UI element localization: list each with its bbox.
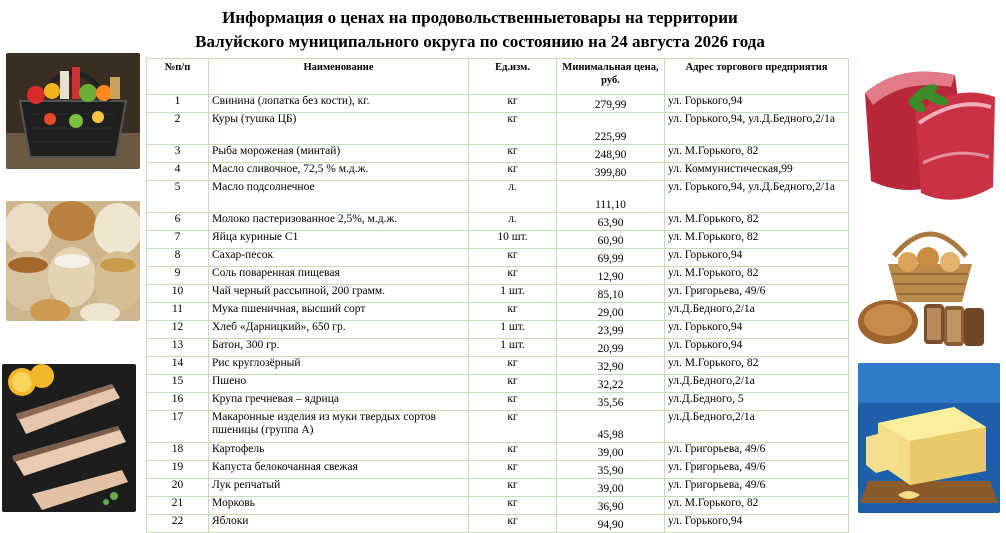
unit-of-measure: 10 шт. — [469, 231, 557, 249]
row-number: 21 — [147, 497, 209, 515]
unit-of-measure: 1 шт. — [469, 321, 557, 339]
product-name: Рис круглозёрный — [209, 357, 469, 375]
unit-of-measure: кг — [469, 95, 557, 113]
table-row — [147, 181, 849, 213]
product-name: Лук репчатый — [209, 479, 469, 497]
min-price: 279,99 — [557, 95, 665, 113]
min-price: 399,80 — [557, 163, 665, 181]
table-body — [147, 95, 849, 533]
table-row — [147, 461, 849, 479]
product-name: Сахар-песок — [209, 249, 469, 267]
row-number: 16 — [147, 393, 209, 411]
unit-of-measure: кг — [469, 145, 557, 163]
product-name: Масло подсолнечное — [209, 181, 469, 213]
min-price: 32,90 — [557, 357, 665, 375]
row-number: 13 — [147, 339, 209, 357]
row-number: 3 — [147, 145, 209, 163]
store-address: ул.Д.Бедного,2/1а — [665, 411, 849, 443]
product-name: Хлеб «Дарницкий», 650 гр. — [209, 321, 469, 339]
unit-of-measure: кг — [469, 411, 557, 443]
unit-of-measure: кг — [469, 461, 557, 479]
min-price: 45,98 — [557, 411, 665, 443]
grain-sacks-photo — [6, 201, 140, 321]
row-number: 5 — [147, 181, 209, 213]
unit-of-measure: л. — [469, 213, 557, 231]
table-row — [147, 249, 849, 267]
min-price: 39,00 — [557, 479, 665, 497]
header-unit: Ед.изм. — [469, 59, 557, 95]
raw-meat-photo — [859, 53, 999, 207]
page-title — [150, 6, 810, 54]
unit-of-measure: кг — [469, 267, 557, 285]
header-num: №п/п — [147, 59, 209, 95]
table-row — [147, 411, 849, 443]
unit-of-measure: кг — [469, 479, 557, 497]
row-number: 6 — [147, 213, 209, 231]
grocery-basket-photo — [6, 53, 140, 169]
product-name: Яблоки — [209, 515, 469, 533]
min-price: 111,10 — [557, 181, 665, 213]
unit-of-measure: кг — [469, 249, 557, 267]
product-name: Рыба мороженая (минтай) — [209, 145, 469, 163]
row-number: 11 — [147, 303, 209, 321]
min-price: 60,90 — [557, 231, 665, 249]
product-name: Батон, 300 гр. — [209, 339, 469, 357]
table-row — [147, 285, 849, 303]
unit-of-measure: кг — [469, 375, 557, 393]
table-row — [147, 321, 849, 339]
min-price: 20,99 — [557, 339, 665, 357]
min-price: 12,90 — [557, 267, 665, 285]
product-name: Пшено — [209, 375, 469, 393]
unit-of-measure: кг — [469, 163, 557, 181]
row-number: 9 — [147, 267, 209, 285]
store-address: ул. Горького,94, ул.Д.Бедного,2/1а — [665, 113, 849, 145]
store-address: ул. Коммунистическая,99 — [665, 163, 849, 181]
table-row — [147, 375, 849, 393]
min-price: 248,90 — [557, 145, 665, 163]
table-row — [147, 497, 849, 515]
row-number: 17 — [147, 411, 209, 443]
product-name: Яйца куриные С1 — [209, 231, 469, 249]
unit-of-measure: кг — [469, 515, 557, 533]
title-line-1: Информация о ценах на продовольственныетовары на территории — [222, 8, 738, 27]
table-header-row — [147, 59, 849, 95]
product-name: Капуста белокочанная свежая — [209, 461, 469, 479]
row-number: 15 — [147, 375, 209, 393]
row-number: 7 — [147, 231, 209, 249]
min-price: 85,10 — [557, 285, 665, 303]
unit-of-measure: кг — [469, 303, 557, 321]
min-price: 225,99 — [557, 113, 665, 145]
store-address: ул. Григорьева, 49/6 — [665, 479, 849, 497]
store-address: ул.Д.Бедного,2/1а — [665, 303, 849, 321]
row-number: 14 — [147, 357, 209, 375]
table-row — [147, 479, 849, 497]
table-row — [147, 303, 849, 321]
title-line-2: Валуйского муниципального округа по состоянию на 24 августа 2026 года — [195, 32, 765, 51]
product-name: Соль поваренная пищевая — [209, 267, 469, 285]
product-name: Мука пшеничная, высший сорт — [209, 303, 469, 321]
store-address: ул. Горького,94, ул.Д.Бедного,2/1а — [665, 181, 849, 213]
row-number: 4 — [147, 163, 209, 181]
store-address: ул. М.Горького, 82 — [665, 497, 849, 515]
store-address: ул. Григорьева, 49/6 — [665, 461, 849, 479]
table-row — [147, 357, 849, 375]
min-price: 69,99 — [557, 249, 665, 267]
store-address: ул. М.Горького, 82 — [665, 267, 849, 285]
product-name: Морковь — [209, 497, 469, 515]
bread-basket-photo — [858, 216, 1002, 350]
table-row — [147, 443, 849, 461]
store-address: ул. М.Горького, 82 — [665, 357, 849, 375]
table-row — [147, 393, 849, 411]
header-name: Наименование — [209, 59, 469, 95]
unit-of-measure: кг — [469, 113, 557, 145]
product-name: Картофель — [209, 443, 469, 461]
store-address: ул. Горького,94 — [665, 515, 849, 533]
table-row — [147, 145, 849, 163]
min-price: 35,56 — [557, 393, 665, 411]
unit-of-measure: л. — [469, 181, 557, 213]
row-number: 20 — [147, 479, 209, 497]
unit-of-measure: 1 шт. — [469, 285, 557, 303]
product-name: Чай черный рассыпной, 200 грамм. — [209, 285, 469, 303]
store-address: ул. М.Горького, 82 — [665, 213, 849, 231]
table-row — [147, 267, 849, 285]
store-address: ул. Горького,94 — [665, 339, 849, 357]
store-address: ул. Горького,94 — [665, 95, 849, 113]
row-number: 1 — [147, 95, 209, 113]
product-name: Куры (тушка ЦБ) — [209, 113, 469, 145]
unit-of-measure: кг — [469, 393, 557, 411]
product-name: Молоко пастеризованное 2,5%, м.д.ж. — [209, 213, 469, 231]
store-address: ул. Григорьева, 49/6 — [665, 285, 849, 303]
min-price: 29,00 — [557, 303, 665, 321]
store-address: ул. Григорьева, 49/6 — [665, 443, 849, 461]
row-number: 19 — [147, 461, 209, 479]
row-number: 12 — [147, 321, 209, 339]
min-price: 36,90 — [557, 497, 665, 515]
store-address: ул. М.Горького, 82 — [665, 231, 849, 249]
product-name: Масло сливочное, 72,5 % м.д.ж. — [209, 163, 469, 181]
row-number: 8 — [147, 249, 209, 267]
table-row — [147, 113, 849, 145]
unit-of-measure: кг — [469, 497, 557, 515]
butter-photo — [858, 363, 1000, 513]
row-number: 10 — [147, 285, 209, 303]
product-name: Свинина (лопатка без кости), кг. — [209, 95, 469, 113]
row-number: 2 — [147, 113, 209, 145]
store-address: ул. Горького,94 — [665, 321, 849, 339]
product-name: Макаронные изделия из муки твердых сортов пшеницы (группа А) — [209, 411, 469, 443]
unit-of-measure: 1 шт. — [469, 339, 557, 357]
min-price: 32,22 — [557, 375, 665, 393]
table-row — [147, 339, 849, 357]
min-price: 23,99 — [557, 321, 665, 339]
header-price: Минимальная цена, руб. — [557, 59, 665, 95]
fish-fillet-photo — [2, 364, 136, 512]
store-address: ул.Д.Бедного,2/1а — [665, 375, 849, 393]
table-row — [147, 163, 849, 181]
row-number: 22 — [147, 515, 209, 533]
min-price: 35,90 — [557, 461, 665, 479]
min-price: 63,90 — [557, 213, 665, 231]
store-address: ул.Д.Бедного, 5 — [665, 393, 849, 411]
row-number: 18 — [147, 443, 209, 461]
table-row — [147, 213, 849, 231]
min-price: 39,00 — [557, 443, 665, 461]
table-row — [147, 95, 849, 113]
store-address: ул. Горького,94 — [665, 249, 849, 267]
table-row — [147, 231, 849, 249]
header-address: Адрес торгового предприятия — [665, 59, 849, 95]
price-table — [146, 58, 849, 533]
unit-of-measure: кг — [469, 443, 557, 461]
unit-of-measure: кг — [469, 357, 557, 375]
store-address: ул. М.Горького, 82 — [665, 145, 849, 163]
min-price: 94,90 — [557, 515, 665, 533]
product-name: Крупа гречневая – ядрица — [209, 393, 469, 411]
